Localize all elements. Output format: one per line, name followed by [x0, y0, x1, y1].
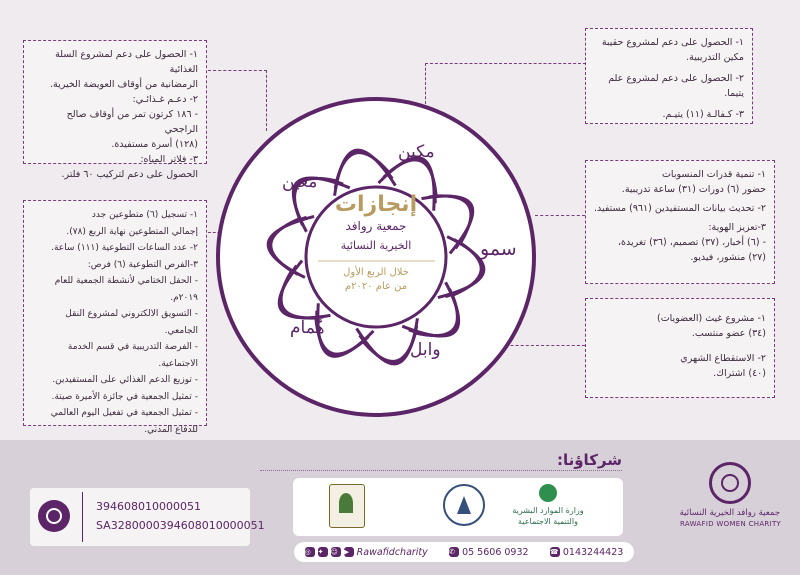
text-line: ٢- دعـم غـذائـي: [132, 94, 198, 105]
text-line: - توزيع الدعم الغذائي على المستفيدين. [52, 375, 198, 385]
partners-divider [260, 470, 622, 471]
petal-label-wabel: وابل [410, 340, 441, 360]
text-line: الرمضانية من أوقاف العويضة الخيرية. [49, 79, 198, 90]
social-handle-text: Rawafidcharity [356, 546, 428, 558]
achievements-box-wabel [585, 298, 775, 398]
petal-label-sumo: سمو [480, 238, 517, 260]
palm-icon [539, 484, 557, 502]
text-line: للدفاع المدني. [144, 424, 198, 435]
text-line: - تمثيل الجمعية في تفعيل اليوم العالمي [50, 408, 198, 418]
text-line: (٢٧) منشور، فيديو. [690, 252, 766, 263]
text-line: ١- تنمية قدرات المنسوبات [661, 169, 766, 180]
text-line: ٣- فلاتر المياه: [140, 154, 198, 165]
petal-label-makeen: مكين [398, 142, 435, 162]
ministry-name-line2: والتنمية الاجتماعية [518, 517, 578, 526]
logo-english-name: RAWAFID WOMEN CHARITY [680, 520, 782, 528]
text-line: - (٦) أخبار، (٣٧) تصميم، (٣٦) تغريدة، [617, 237, 766, 248]
text-line: حضور (٦) دورات (٣١) ساعة تدريبية. [621, 184, 766, 195]
center-period-line1: خلال الربع الأول [343, 267, 409, 278]
bank-icon [38, 500, 70, 532]
text-line: (١٢٨) أسرة مستفيدة. [111, 139, 198, 150]
ministry-logo [493, 484, 603, 527]
text-line: - ١٨٦ كرتون تمر من أوقاف صالح الراجحي [66, 109, 198, 135]
text-line: (٣٤) عضو منتسب. [691, 328, 766, 339]
partners-logos-card [293, 478, 623, 536]
partners-heading: شركاؤنا: [556, 451, 622, 469]
center-org-line1: جمعية روافد [345, 219, 407, 233]
contact-bar [294, 542, 634, 562]
seal-logo [443, 484, 485, 526]
text-line: ٣-تعزيز الهوية: [708, 222, 766, 233]
achievements-box-makeen [585, 28, 753, 124]
rawafid-logo [680, 462, 780, 529]
text-line: ١- تسجيل (٦) متطوعين جدد [91, 210, 198, 220]
text-line: ١- الحصول على دعم لمشروع حقيبة [601, 37, 744, 48]
bank-account-number: 394608010000051 [96, 500, 201, 513]
center-title: إنجازات [334, 192, 418, 217]
mobile-number-text: 05 5606 0932 [462, 546, 529, 558]
text-line: ١- الحصول على دعم لمشروع السلة الغذائية [55, 49, 198, 75]
text-line: - الفرصة التدريبية في قسم الخدمة الاجتماعية. [67, 342, 198, 369]
snapchat-icon: ☺ [331, 547, 341, 557]
text-line: ٢- الحصول على دعم لمشروع علم يتيما. [608, 73, 744, 99]
connector-mid-right [535, 215, 585, 216]
text-line: ٣- كـفالـة (١١) يتيـم. [662, 109, 744, 120]
logo-arabic-name: جمعية روافد الخيرية النسائية [679, 508, 780, 518]
text-line: - الحفل الختامي لأنشطة الجمعية للعام ٢٠١٩م. [54, 276, 198, 303]
text-line: مكين التدريبية. [686, 52, 744, 63]
social-handle[interactable] [305, 547, 428, 558]
text-line: - التسويق الالكتروني لمشروع النقل الجامعي. [65, 309, 198, 336]
youtube-icon: ▶ [344, 547, 354, 557]
text-line: (٤٠) اشتراك. [713, 368, 766, 379]
phone-number[interactable] [550, 547, 623, 558]
petal-label-humam: هُمام [290, 318, 325, 338]
bank-iban: SA3280000394608010000051 [96, 519, 265, 532]
text-line: - تمثيل الجمعية في جائزة الأميرة صيتة. [51, 391, 198, 402]
twitter-icon: ✦ [318, 547, 328, 557]
text-line: الحصول على دعم لتركيب ٦٠ فلتر. [61, 169, 198, 180]
text-line: ٣-الفرص التطوعية (٦) فرص: [87, 259, 198, 270]
petal-label-moeen: معين [282, 172, 318, 192]
text-line: إجمالي المتطوعين نهاية الربع (٧٨). [66, 226, 198, 237]
awqaf-logo [329, 484, 365, 528]
bank-info [30, 488, 265, 546]
achievements-box-moeen [23, 40, 207, 180]
center-period-line2: من عام ٢٠٢٠م [344, 281, 408, 292]
phone-number-text: 0143244423 [562, 546, 624, 558]
mobile-number[interactable] [449, 547, 528, 558]
achievements-box-sumo [585, 160, 775, 284]
instagram-icon: ◎ [305, 547, 315, 557]
rawafid-emblem-icon [709, 462, 751, 504]
whatsapp-icon: ✆ [449, 547, 459, 557]
phone-icon: ☎ [549, 548, 559, 556]
ministry-name-line1: وزارة الموارد البشرية [512, 506, 584, 515]
center-org-line2: الخيرية النسائية [340, 239, 412, 252]
center-content [316, 192, 436, 294]
text-line: ١- مشروع غيث (العضويات) [657, 313, 766, 324]
text-line: ٢- عدد الساعات التطوعية (١١١) ساعة. [51, 243, 198, 253]
text-line: ٢- تحديث بيانات المستفيدين (٩٦١) مستفيد. [593, 203, 766, 214]
text-line: ٢- الاستقطاع الشهري [680, 353, 766, 364]
achievements-box-humam [23, 200, 207, 435]
